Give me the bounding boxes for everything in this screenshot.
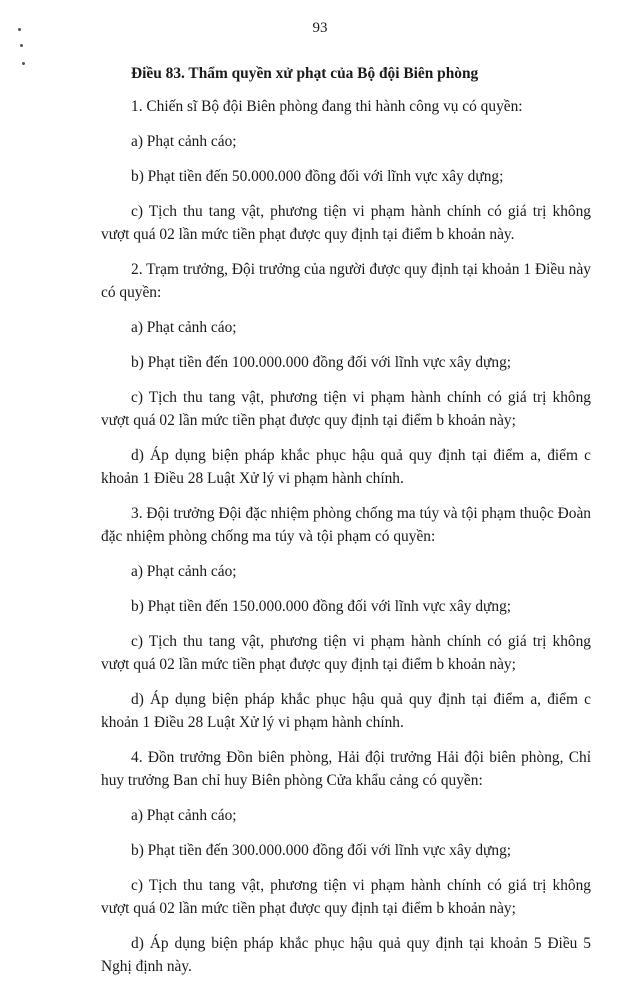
paragraph: a) Phạt cảnh cáo; [131,563,237,580]
paragraph: d) Áp dụng biện pháp khắc phục hậu quả quy định tại điểm a, điểm c khoản 1 Điều 28 Luật Xử lý vi phạm hành chính. [101,691,591,731]
paragraph: a) Phạt cảnh cáo; [131,807,237,824]
paragraph: c) Tịch thu tang vật, phương tiện vi phạm hành chính có giá trị không vượt quá 02 lần mức tiền phạt được quy định tại điểm b khoản này. [101,203,591,243]
paragraph: 2. Trạm trưởng, Đội trưởng của người được quy định tại khoản 1 Điều này có quyền: [101,261,591,301]
paragraph: 1. Chiến sĩ Bộ đội Biên phòng đang thi hành công vụ có quyền: [131,98,523,115]
article-title: Điều 83. Thẩm quyền xử phạt của Bộ đội Biên phòng [131,65,479,82]
paragraph: 3. Đội trưởng Đội đặc nhiệm phòng chống ma túy và tội phạm thuộc Đoàn đặc nhiệm phòng chống ma túy và tội phạm có quyền: [101,505,591,545]
paragraph: b) Phạt tiền đến 100.000.000 đồng đối với lĩnh vực xây dựng; [131,354,512,371]
paragraph: d) Áp dụng biện pháp khắc phục hậu quả quy định tại khoản 5 Điều 5 Nghị định này. [101,935,591,975]
paragraph: c) Tịch thu tang vật, phương tiện vi phạm hành chính có giá trị không vượt quá 02 lần mức tiền phạt được quy định tại điểm b khoản này; [101,633,591,673]
paragraph: 4. Đồn trưởng Đồn biên phòng, Hải đội trưởng Hải đội biên phòng, Chỉ huy trưởng Ban chỉ huy Biên phòng Cửa khẩu cảng có quyền: [101,749,591,789]
margin-mark [20,44,23,47]
paragraph: a) Phạt cảnh cáo; [131,133,237,150]
margin-mark [22,62,25,65]
paragraph: b) Phạt tiền đến 300.000.000 đồng đối với lĩnh vực xây dựng; [131,842,512,859]
page-number: 93 [312,20,328,36]
paragraph: b) Phạt tiền đến 150.000.000 đồng đối với lĩnh vực xây dựng; [131,598,512,615]
article-body [101,62,591,990]
paragraph: c) Tịch thu tang vật, phương tiện vi phạm hành chính có giá trị không vượt quá 02 lần mức tiền phạt được quy định tại điểm b khoản này; [101,877,591,917]
paragraph: d) Áp dụng biện pháp khắc phục hậu quả quy định tại điểm a, điểm c khoản 1 Điều 28 Luật Xử lý vi phạm hành chính. [101,447,591,487]
paragraph: b) Phạt tiền đến 50.000.000 đồng đối với lĩnh vực xây dựng; [131,168,504,185]
paragraph: a) Phạt cảnh cáo; [131,319,237,336]
paragraph: c) Tịch thu tang vật, phương tiện vi phạm hành chính có giá trị không vượt quá 02 lần mức tiền phạt được quy định tại điểm b khoản này; [101,389,591,429]
